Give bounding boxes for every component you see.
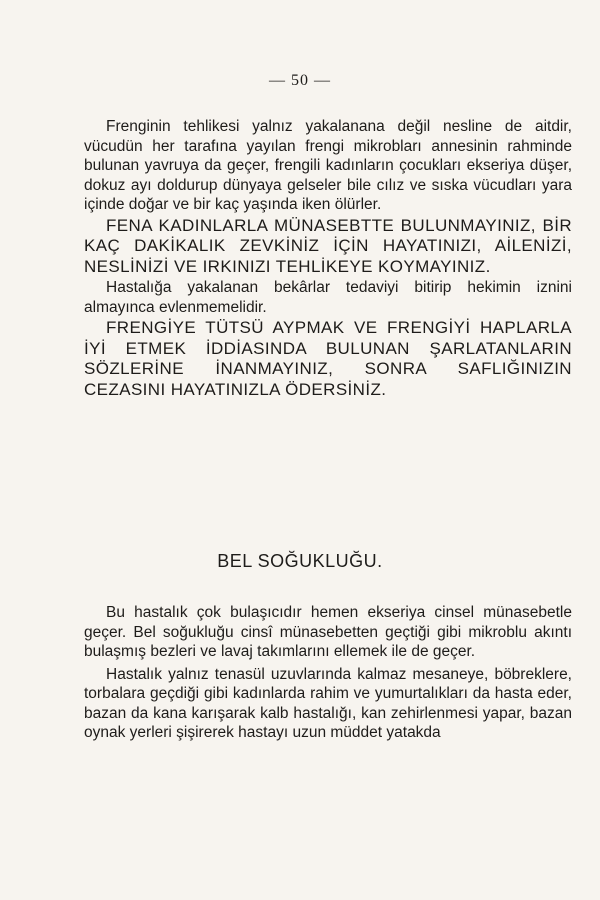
paragraph-frengi-danger: Frenginin tehlikesi yalnız yakalanana değil nesline de aitdir, vücudün her tarafına yayılan frengi mikrobları annesinin rahminde bulunan yavruya da geçer, frengili kadınların çocukları ekseriya düşer, dokuz ayı doldurup dünyaya gelseler bile cılız ve sıska vücudları yara içinde doğar ve bir kaç yaşında iken ölürler. [84, 118, 572, 213]
warning-paragraph-1: FENA KADINLARLA MÜNASEBTTE BULUNMAYINIZ, BİR KAÇ DAKİKALIK ZEVKİNİZ İÇİN HAYATINIZI, AİLENİZİ, NESLİNİZİ VE IRKINIZI TEHLİKEYE KOYMAYINIZ. [84, 215, 572, 276]
section-frengi [84, 117, 572, 400]
paragraph-complications: Hastalık yalnız tenasül uzuvlarında kalmaz mesaneye, böbreklere, torbalara geçdiği gibi kadınlarda rahim ve yumurtalıkları da hasta eder, bazan da kana karışarak kalb hastalığı, kan zehirlenmesi yapar, bazan oynak yerleri şişirerek hastayı uzun müddet yatakda [84, 665, 572, 741]
paragraph-bachelors: Hastalığa yakalanan bekârlar tedaviyi bitirip hekimin iznini almayınca evlenmemelidir. [84, 279, 572, 316]
warning-paragraph-2: FRENGİYE TÜTSÜ AYPMAK VE FRENGİYİ HAPLARLA İYİ ETMEK İDDİASINDA BULUNAN ŞARLATANLARIN SÖZLERİNE İNANMAYINIZ, SONRA SAFLIĞINIZIN CEZASINI HAYATINIZLA ÖDERSİNİZ. [84, 318, 572, 399]
paragraph-contagion: Bu hastalık çok bulaşıcıdır hemen ekseriya cinsel münasebetle geçer. Bel soğukluğu cinsî münasebetten geçtiği gibi mikroblu akıntı bulaşmış bezleri ve lavaj takımlarını ellemek ile de geçer. [84, 604, 572, 660]
page-number: — 50 — [269, 72, 331, 89]
section-bel-sogouklugu [84, 603, 572, 743]
section-heading-bel-sogouklugu: BEL SOĞUKLUĞU. [217, 551, 383, 571]
